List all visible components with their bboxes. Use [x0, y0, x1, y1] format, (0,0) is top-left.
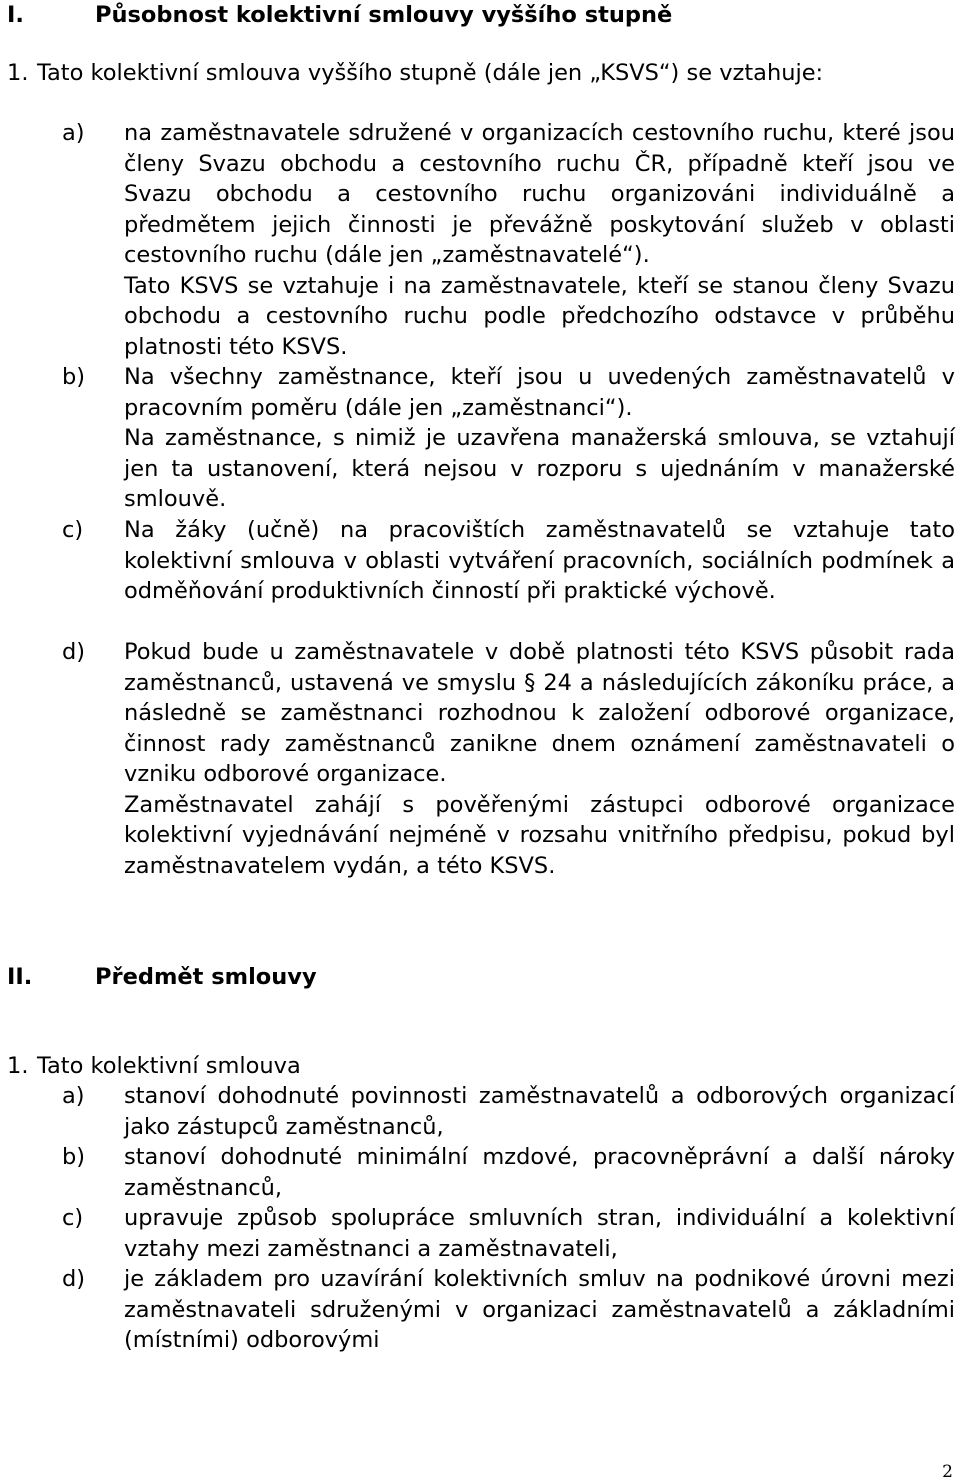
page-number: 2	[942, 1462, 953, 1482]
list-item-paragraph: Pokud bude u zaměstnavatele v době platnosti této KSVS působit rada zaměstnanců, ustavená ve smyslu § 24 a následujících zákoníku práce, a následně se zaměstnanci rozhodnou k založení odborové organizace, činnost rady zaměstnanců zanikne dnem oznámení zaměstnavateli o vzniku odborové organizace.	[124, 639, 955, 787]
list-item-a	[62, 1081, 955, 1142]
list-item-body	[124, 515, 955, 607]
list-item-label: c)	[62, 1205, 84, 1231]
paragraph-number: 1.	[7, 60, 29, 86]
list-item-paragraph: stanoví dohodnuté minimální mzdové, pracovněprávní a další nároky zaměstnanců,	[124, 1144, 955, 1201]
list-item-paragraph: Tato KSVS se vztahuje i na zaměstnavatele, kteří se stanou členy Svazu obchodu a cestovního ruchu podle předchozího odstavce v průběhu platnosti této KSVS.	[124, 272, 955, 360]
list-item-d	[62, 1264, 955, 1356]
section-number: II.	[7, 964, 33, 990]
list-item-body	[124, 1081, 955, 1142]
paragraph-number: 1.	[7, 1053, 29, 1079]
section-title: Předmět smlouvy	[95, 964, 317, 990]
list-item-label: b)	[62, 1144, 86, 1170]
paragraph-intro-text: Tato kolektivní smlouva	[37, 1053, 301, 1079]
list-item-label: b)	[62, 364, 86, 390]
paragraph-intro	[7, 1051, 301, 1081]
list-item-body	[124, 118, 955, 362]
section-heading	[7, 0, 672, 30]
list-item-paragraph: je základem pro uzavírání kolektivních smluv na podnikové úrovni mezi zaměstnavateli sdruženými v organizaci zaměstnavatelů a základními (místními) odborovými	[124, 1266, 955, 1353]
list-item-paragraph: Na žáky (učně) na pracovištích zaměstnavatelů se vztahuje tato kolektivní smlouva v oblasti vytváření pracovních, sociálních podmínek a odměňování produktivních činností při praktické výchově.	[124, 517, 955, 604]
list-item-body	[124, 1142, 955, 1203]
paragraph-intro-text: Tato kolektivní smlouva vyššího stupně (dále jen „KSVS“) se vztahuje:	[37, 60, 824, 86]
list-item-body	[124, 1264, 955, 1356]
list-item-body	[124, 637, 955, 881]
list-item-paragraph: Zaměstnavatel zahájí s pověřenými zástupci odborové organizace kolektivní vyjednávání nejméně v rozsahu vnitřního předpisu, pokud byl zaměstnavatelem vydán, a této KSVS.	[124, 791, 955, 879]
list-item-paragraph: stanoví dohodnuté povinnosti zaměstnavatelů a odborových organizací jako zástupců zaměstnanců,	[124, 1083, 955, 1140]
list-item-label: a)	[62, 120, 85, 146]
list-item-paragraph: na zaměstnavatele sdružené v organizacích cestovního ruchu, které jsou členy Svazu obchodu a cestovního ruchu ČR, případně kteří jsou ve Svazu obchodu a cestovního ruchu organizováni individuálně a předmětem jejich činnosti je převážně poskytování služeb v oblasti cestovního ruchu (dále jen „zaměstnavatelé“).	[124, 120, 955, 268]
list-item-label: d)	[62, 639, 86, 665]
section-number: I.	[7, 2, 24, 28]
list-item-paragraph: Na všechny zaměstnance, kteří jsou u uvedených zaměstnavatelů v pracovním poměru (dále jen „zaměstnanci“).	[124, 364, 955, 421]
list-item-body	[124, 362, 955, 515]
section-title: Působnost kolektivní smlouvy vyššího stupně	[95, 2, 673, 28]
list-item-d	[62, 637, 955, 881]
section-heading	[7, 962, 317, 992]
list-item-label: d)	[62, 1266, 86, 1292]
list-item-paragraph: upravuje způsob spolupráce smluvních stran, individuální a kolektivní vztahy mezi zaměstnanci a zaměstnavateli,	[124, 1205, 955, 1262]
paragraph-intro	[7, 58, 823, 88]
list-item-a	[62, 118, 955, 362]
list-item-c	[62, 515, 955, 607]
list-item-label: c)	[62, 517, 84, 543]
list-item-b	[62, 362, 955, 515]
list-item-paragraph: Na zaměstnance, s nimiž je uzavřena manažerská smlouva, se vztahují jen ta ustanovení, která nejsou v rozporu s ujednáním v manažerské smlouvě.	[124, 425, 955, 512]
list-item-label: a)	[62, 1083, 85, 1109]
list-item-b	[62, 1142, 955, 1203]
list-item-body	[124, 1203, 955, 1264]
list-item-c	[62, 1203, 955, 1264]
